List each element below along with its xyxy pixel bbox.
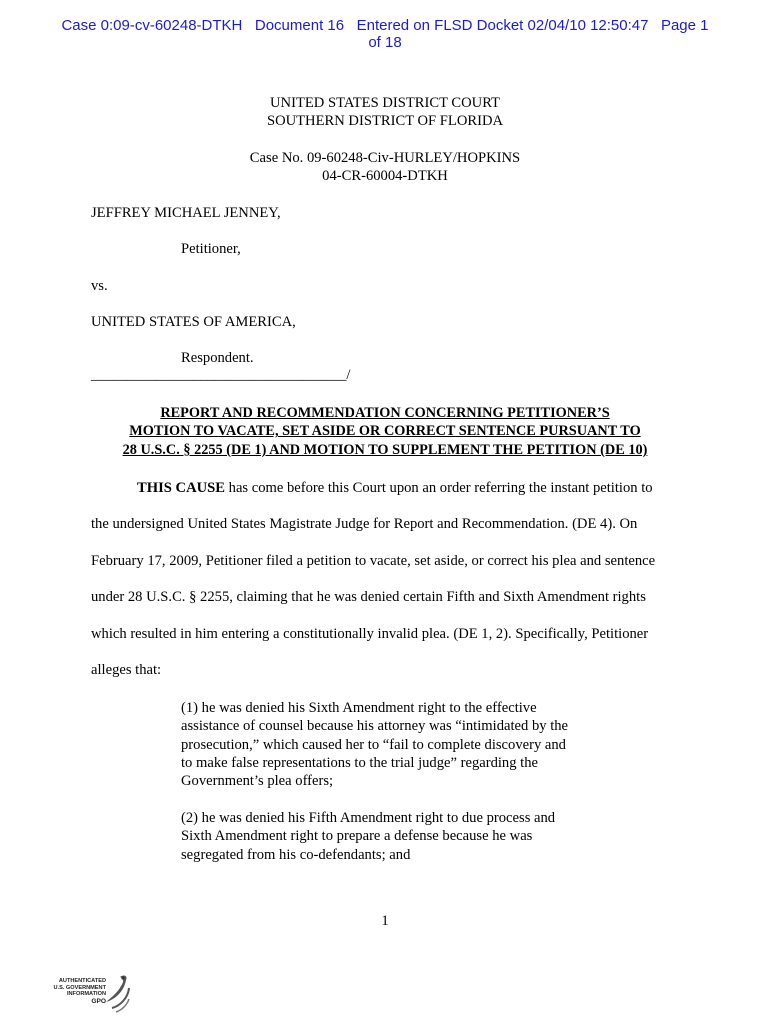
page-number: 1 [381, 913, 389, 929]
document-title-line-1: REPORT AND RECOMMENDATION CONCERNING PETITIONER’S [160, 405, 610, 421]
gpo-seal-line-3: INFORMATION [66, 991, 106, 998]
body-line-5: which resulted in him entering a constitutionally invalid plea. (DE 1, 2). Specifically, Petitioner [91, 626, 649, 642]
caption-signature-line: ___________________________________/ [91, 367, 351, 383]
ecf-header-line-1: Case 0:09-cv-60248-DTKH Document 16 Entered on FLSD Docket 02/04/10 12:50:47 Page 1 [61, 17, 709, 34]
allegation-2-line-2: Sixth Amendment right to prepare a defense because he was [181, 828, 533, 845]
court-district: SOUTHERN DISTRICT OF FLORIDA [266, 113, 504, 129]
document-title-line-2: MOTION TO VACATE, SET ASIDE OR CORRECT SENTENCE PURSUANT TO [129, 423, 641, 439]
body-line-3: February 17, 2009, Petitioner filed a petition to vacate, set aside, or correct his plea and sentence [91, 553, 656, 569]
gpo-seal-line-4: GPO [91, 997, 106, 1005]
body-line-1 [137, 480, 653, 497]
allegation-1 [181, 699, 601, 790]
body-line-6: alleges that: [91, 662, 162, 678]
eagle-icon [102, 972, 132, 1014]
allegation-2-line-3: segregated from his co-defendants; and [181, 846, 411, 863]
court-name: UNITED STATES DISTRICT COURT [270, 95, 500, 111]
body-line-2: the undersigned United States Magistrate Judge for Report and Recommendation. (DE 4). On [91, 516, 638, 532]
ecf-filing-header [0, 17, 770, 51]
ecf-header-line-2: of 18 [368, 34, 402, 51]
allegation-1-line-1: (1) he was denied his Sixth Amendment right to the effective [181, 700, 537, 716]
allegation-1-line-4: to make false representations to the trial judge” regarding the [181, 754, 539, 771]
petitioner-role: Petitioner, [181, 241, 241, 257]
gpo-seal-line-2: U.S. GOVERNMENT [53, 984, 106, 991]
this-cause-lead: THIS CAUSE [137, 480, 225, 496]
petitioner-name: JEFFREY MICHAEL JENNEY, [91, 205, 281, 221]
allegation-1-line-3: prosecution,” which caused her to “fail to complete discovery and [181, 736, 566, 753]
gpo-seal-line-1: AUTHENTICATED [58, 978, 106, 984]
allegation-1-line-2: assistance of counsel because his attorney was “intimidated by the [181, 718, 569, 735]
allegation-2 [181, 809, 601, 864]
body-line-4: under 28 U.S.C. § 2255, claiming that he was denied certain Fifth and Sixth Amendment rights [91, 589, 646, 605]
versus: vs. [91, 278, 108, 294]
body-line-1-rest: has come before this Court upon an order referring the instant petition to [225, 480, 653, 496]
allegation-2-line-1: (2) he was denied his Fifth Amendment right to due process and [181, 810, 556, 826]
gpo-seal-text [44, 978, 106, 1005]
allegation-1-line-5: Government’s plea offers; [181, 773, 334, 790]
criminal-case-number: 04-CR-60004-DTKH [322, 168, 448, 184]
gpo-authentication-seal [44, 972, 134, 1014]
respondent-role: Respondent. [181, 350, 254, 366]
document-title-line-3: 28 U.S.C. § 2255 (DE 1) AND MOTION TO SUPPLEMENT THE PETITION (DE 10) [122, 442, 648, 458]
respondent-name: UNITED STATES OF AMERICA, [91, 314, 296, 330]
case-number: Case No. 09-60248-Civ-HURLEY/HOPKINS [249, 150, 521, 166]
